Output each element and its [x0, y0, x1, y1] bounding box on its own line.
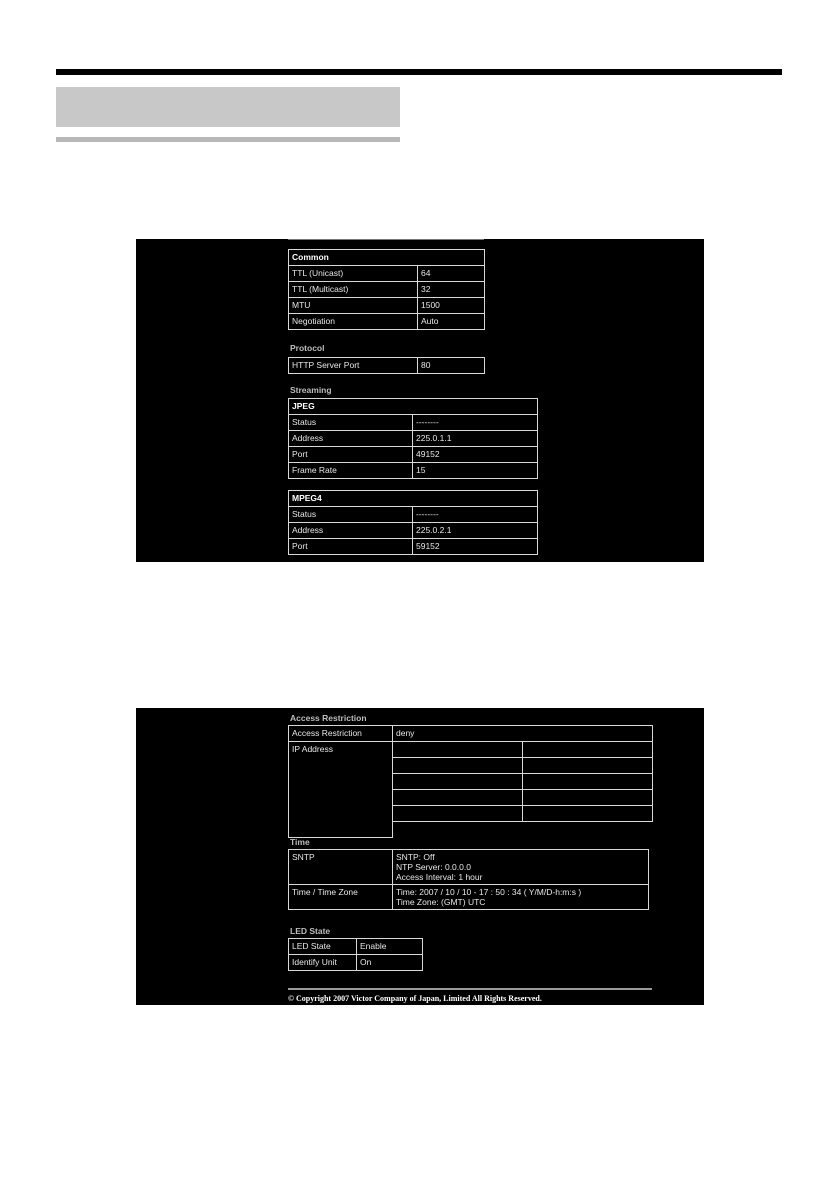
jpeg-port-value: 49152 [413, 447, 538, 463]
led-state-label: LED State [289, 939, 357, 955]
time-zone-label: Time / Time Zone [289, 885, 393, 910]
mpeg4-address-label: Address [289, 523, 413, 539]
ip-address-cell [523, 742, 653, 758]
access-restriction-value: deny [393, 726, 653, 742]
table-row [289, 314, 485, 330]
access-restriction-table [288, 725, 653, 838]
jpeg-frame-rate-label: Frame Rate [289, 463, 413, 479]
copyright-text: © Copyright 2007 Victor Company of Japan, Limited All Rights Reserved. [288, 994, 542, 1003]
common-table [288, 249, 485, 330]
jpeg-status-label: Status [289, 415, 413, 431]
ttl-unicast-label: TTL (Unicast) [289, 266, 418, 282]
mpeg4-status-label: Status [289, 507, 413, 523]
mpeg4-title: MPEG4 [289, 491, 538, 507]
table-row [289, 523, 538, 539]
time-heading: Time [290, 837, 310, 847]
table-row [289, 885, 649, 910]
mtu-label: MTU [289, 298, 418, 314]
mpeg4-address-value: 225.0.2.1 [413, 523, 538, 539]
mpeg4-status-value: -------- [413, 507, 538, 523]
table-row [289, 358, 485, 374]
streaming-heading: Streaming [290, 385, 332, 395]
jpeg-title: JPEG [289, 399, 538, 415]
table-row [289, 415, 538, 431]
protocol-heading: Protocol [290, 343, 325, 353]
jpeg-port-label: Port [289, 447, 413, 463]
access-interval: Access Interval: 1 hour [396, 872, 483, 882]
current-time: Time: 2007 / 10 / 10 - 17 : 50 : 34 ( Y/M/D-h:m:s ) [396, 887, 582, 897]
ttl-unicast-value: 64 [418, 266, 485, 282]
ip-address-cell [393, 742, 523, 758]
jpeg-address-value: 225.0.1.1 [413, 431, 538, 447]
table-row [289, 726, 653, 742]
ip-address-cell [523, 790, 653, 806]
table-row [289, 431, 538, 447]
table-row [289, 507, 538, 523]
top-rule [56, 69, 782, 75]
mpeg4-port-value: 59152 [413, 539, 538, 555]
jpeg-table [288, 398, 538, 479]
common-title: Common [289, 250, 485, 266]
table-row [289, 447, 538, 463]
sntp-status: SNTP: Off [396, 852, 435, 862]
ip-address-cell [523, 758, 653, 774]
table-row [289, 850, 649, 885]
jpeg-frame-rate-value: 15 [413, 463, 538, 479]
time-zone-value [393, 885, 649, 910]
section-header-bar [56, 87, 400, 127]
time-zone: Time Zone: (GMT) UTC [396, 897, 486, 907]
ip-address-cell [393, 758, 523, 774]
led-state-heading: LED State [290, 926, 331, 936]
section-header-underline [56, 137, 400, 142]
identify-unit-label: Identify Unit [289, 955, 357, 971]
identify-unit-value: On [357, 955, 423, 971]
table-row [289, 939, 423, 955]
ip-address-cell [523, 774, 653, 790]
negotiation-label: Negotiation [289, 314, 418, 330]
ip-address-label: IP Address [289, 742, 393, 838]
table-row [289, 955, 423, 971]
table-row [289, 463, 538, 479]
led-state-value: Enable [357, 939, 423, 955]
access-restriction-heading: Access Restriction [290, 713, 367, 723]
time-table [288, 849, 649, 910]
table-row [289, 282, 485, 298]
ttl-multicast-value: 32 [418, 282, 485, 298]
access-time-settings-screenshot [136, 708, 704, 1005]
mtu-value: 1500 [418, 298, 485, 314]
mpeg4-table [288, 490, 538, 555]
footer-divider [288, 988, 652, 990]
ip-address-cell [393, 790, 523, 806]
http-port-label: HTTP Server Port [289, 358, 418, 374]
access-restriction-label: Access Restriction [289, 726, 393, 742]
ip-address-cell [393, 774, 523, 790]
jpeg-address-label: Address [289, 431, 413, 447]
ntp-server: NTP Server: 0.0.0.0 [396, 862, 471, 872]
sntp-label: SNTP [289, 850, 393, 885]
ip-address-cell [393, 806, 523, 822]
ttl-multicast-label: TTL (Multicast) [289, 282, 418, 298]
sntp-value [393, 850, 649, 885]
http-port-value: 80 [418, 358, 485, 374]
table-row [289, 539, 538, 555]
table-row [289, 742, 653, 758]
led-state-table [288, 938, 423, 971]
network-settings-screenshot [136, 239, 704, 562]
table-row [289, 266, 485, 282]
protocol-table [288, 357, 485, 374]
table-row [289, 298, 485, 314]
jpeg-status-value: -------- [413, 415, 538, 431]
divider [288, 239, 484, 240]
mpeg4-port-label: Port [289, 539, 413, 555]
negotiation-value: Auto [418, 314, 485, 330]
ip-address-cell [523, 806, 653, 822]
